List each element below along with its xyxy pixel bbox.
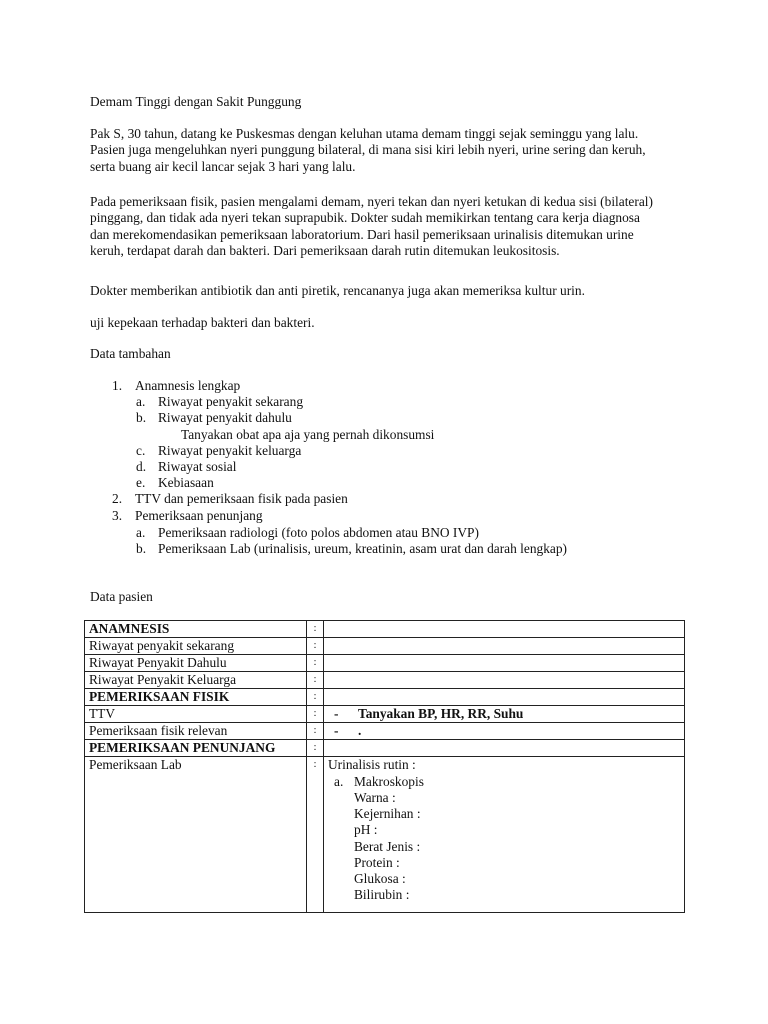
- paragraph-line: Pak S, 30 tahun, datang ke Puskesmas dengan keluhan utama demam tinggi sejak seminggu yang lalu.: [90, 126, 639, 141]
- table-row: [85, 638, 685, 655]
- lab-field: Berat Jenis :: [354, 839, 421, 854]
- row-label: PEMERIKSAAN PENUNJANG: [85, 740, 307, 757]
- list-item-text: Pemeriksaan radiologi (foto polos abdomen atau BNO IVP): [158, 525, 479, 540]
- data-tambahan-heading: Data tambahan: [90, 346, 171, 361]
- list-item-text: Pemeriksaan Lab (urinalisis, ureum, kreatinin, asam urat dan darah lengkap): [158, 541, 568, 556]
- lab-field: Bilirubin :: [354, 887, 410, 902]
- lab-field: pH :: [354, 822, 378, 837]
- list-number: a.: [136, 525, 146, 540]
- list-item-text: Riwayat penyakit keluarga: [158, 443, 302, 458]
- row-label: Riwayat Penyakit Dahulu: [85, 655, 307, 672]
- row-value: [324, 723, 685, 740]
- table-row: [85, 740, 685, 757]
- paragraph-line: serta buang air kecil lancar sejak 3 hari yang lalu.: [90, 158, 356, 174]
- row-label: PEMERIKSAAN FISIK: [85, 689, 307, 706]
- document-title: Demam Tinggi dengan Sakit Punggung: [90, 94, 302, 109]
- colon-cell: :: [307, 638, 324, 655]
- table-row: [85, 723, 685, 740]
- paragraph-line: Pada pemeriksaan fisik, pasien mengalami demam, nyeri tekan dan nyeri ketukan di kedua sisi (bilateral): [90, 194, 653, 209]
- row-value: [324, 706, 685, 723]
- case-paragraph-3: Dokter memberikan antibiotik dan anti piretik, rencananya juga akan memeriksa kultur urin.: [90, 283, 585, 298]
- row-label: Riwayat penyakit sekarang: [85, 638, 307, 655]
- row-label: ANAMNESIS: [85, 621, 307, 638]
- lab-field: Warna :: [354, 790, 396, 805]
- lab-details: [328, 757, 680, 912]
- table-row: [85, 621, 685, 638]
- list-item-text: Tanyakan obat apa aja yang pernah dikonsumsi: [181, 427, 435, 442]
- row-label: Riwayat Penyakit Keluarga: [85, 672, 307, 689]
- paragraph-line: Pasien juga mengeluhkan nyeri punggung bilateral, di mana sisi kiri lebih nyeri, urine sering dan keruh,: [90, 142, 646, 158]
- list-number: d.: [136, 459, 147, 474]
- value-dash: -: [334, 723, 339, 738]
- patient-data-table: [84, 620, 685, 913]
- list-item-text: Pemeriksaan penunjang: [135, 508, 263, 523]
- case-paragraph-2: [90, 194, 700, 260]
- lab-intro: Urinalisis rutin :: [328, 757, 416, 772]
- data-pasien-heading: Data pasien: [90, 589, 153, 604]
- value-text: Tanyakan BP, HR, RR, Suhu: [358, 706, 524, 721]
- table-row: [85, 757, 685, 913]
- row-label: Pemeriksaan fisik relevan: [85, 723, 307, 740]
- paragraph-line: pinggang, dan tidak ada nyeri tekan suprapubik. Dokter sudah memikirkan tentang cara kerja diagnosa: [90, 210, 640, 226]
- list-number: 2.: [112, 491, 123, 506]
- row-label: TTV: [85, 706, 307, 723]
- row-value: [324, 638, 685, 655]
- list-number: 1.: [112, 378, 123, 393]
- list-item-text: Riwayat sosial: [158, 459, 237, 474]
- case-paragraph-1: [90, 126, 700, 175]
- colon-cell: :: [307, 706, 324, 723]
- colon-cell: :: [307, 757, 324, 913]
- list-item-text: TTV dan pemeriksaan fisik pada pasien: [135, 491, 348, 506]
- list-number: c.: [136, 443, 146, 458]
- colon-cell: :: [307, 689, 324, 706]
- lab-field: Kejernihan :: [354, 806, 421, 821]
- value-text: .: [358, 723, 362, 738]
- row-value: [324, 689, 685, 706]
- row-value: [324, 672, 685, 689]
- list-number: b.: [136, 541, 147, 556]
- list-number: a.: [136, 394, 146, 409]
- table-row: [85, 689, 685, 706]
- case-paragraph-4: uji kepekaan terhadap bakteri dan bakteri.: [90, 315, 315, 330]
- list-item-text: Riwayat penyakit dahulu: [158, 410, 292, 425]
- row-label: Pemeriksaan Lab: [85, 757, 307, 913]
- list-number: b.: [136, 410, 147, 425]
- row-value: [324, 655, 685, 672]
- table-row: [85, 706, 685, 723]
- colon-cell: :: [307, 723, 324, 740]
- lab-field: Glukosa :: [354, 871, 406, 886]
- lab-field: Protein :: [354, 855, 400, 870]
- list-item-text: Anamnesis lengkap: [135, 378, 241, 393]
- paragraph-line: keruh, terdapat darah dan bakteri. Dari pemeriksaan darah rutin ditemukan leukositosis.: [90, 243, 560, 259]
- row-value: [324, 740, 685, 757]
- table-row: [85, 672, 685, 689]
- colon-cell: :: [307, 621, 324, 638]
- list-number: e.: [136, 475, 146, 490]
- colon-cell: :: [307, 655, 324, 672]
- colon-cell: :: [307, 740, 324, 757]
- row-value: [324, 621, 685, 638]
- table-row: [85, 655, 685, 672]
- list-item-text: Riwayat penyakit sekarang: [158, 394, 304, 409]
- lab-cell: [324, 757, 685, 913]
- value-dash: -: [334, 706, 339, 721]
- list-number: 3.: [112, 508, 123, 523]
- lab-sub-number: a.: [334, 774, 344, 789]
- colon-cell: :: [307, 672, 324, 689]
- list-item-text: Kebiasaan: [158, 475, 214, 490]
- paragraph-line: dan merekomendasikan pemeriksaan laboratorium. Dari hasil pemeriksaan urinalisis ditemukan urine: [90, 226, 634, 242]
- lab-sub-title: Makroskopis: [354, 774, 424, 789]
